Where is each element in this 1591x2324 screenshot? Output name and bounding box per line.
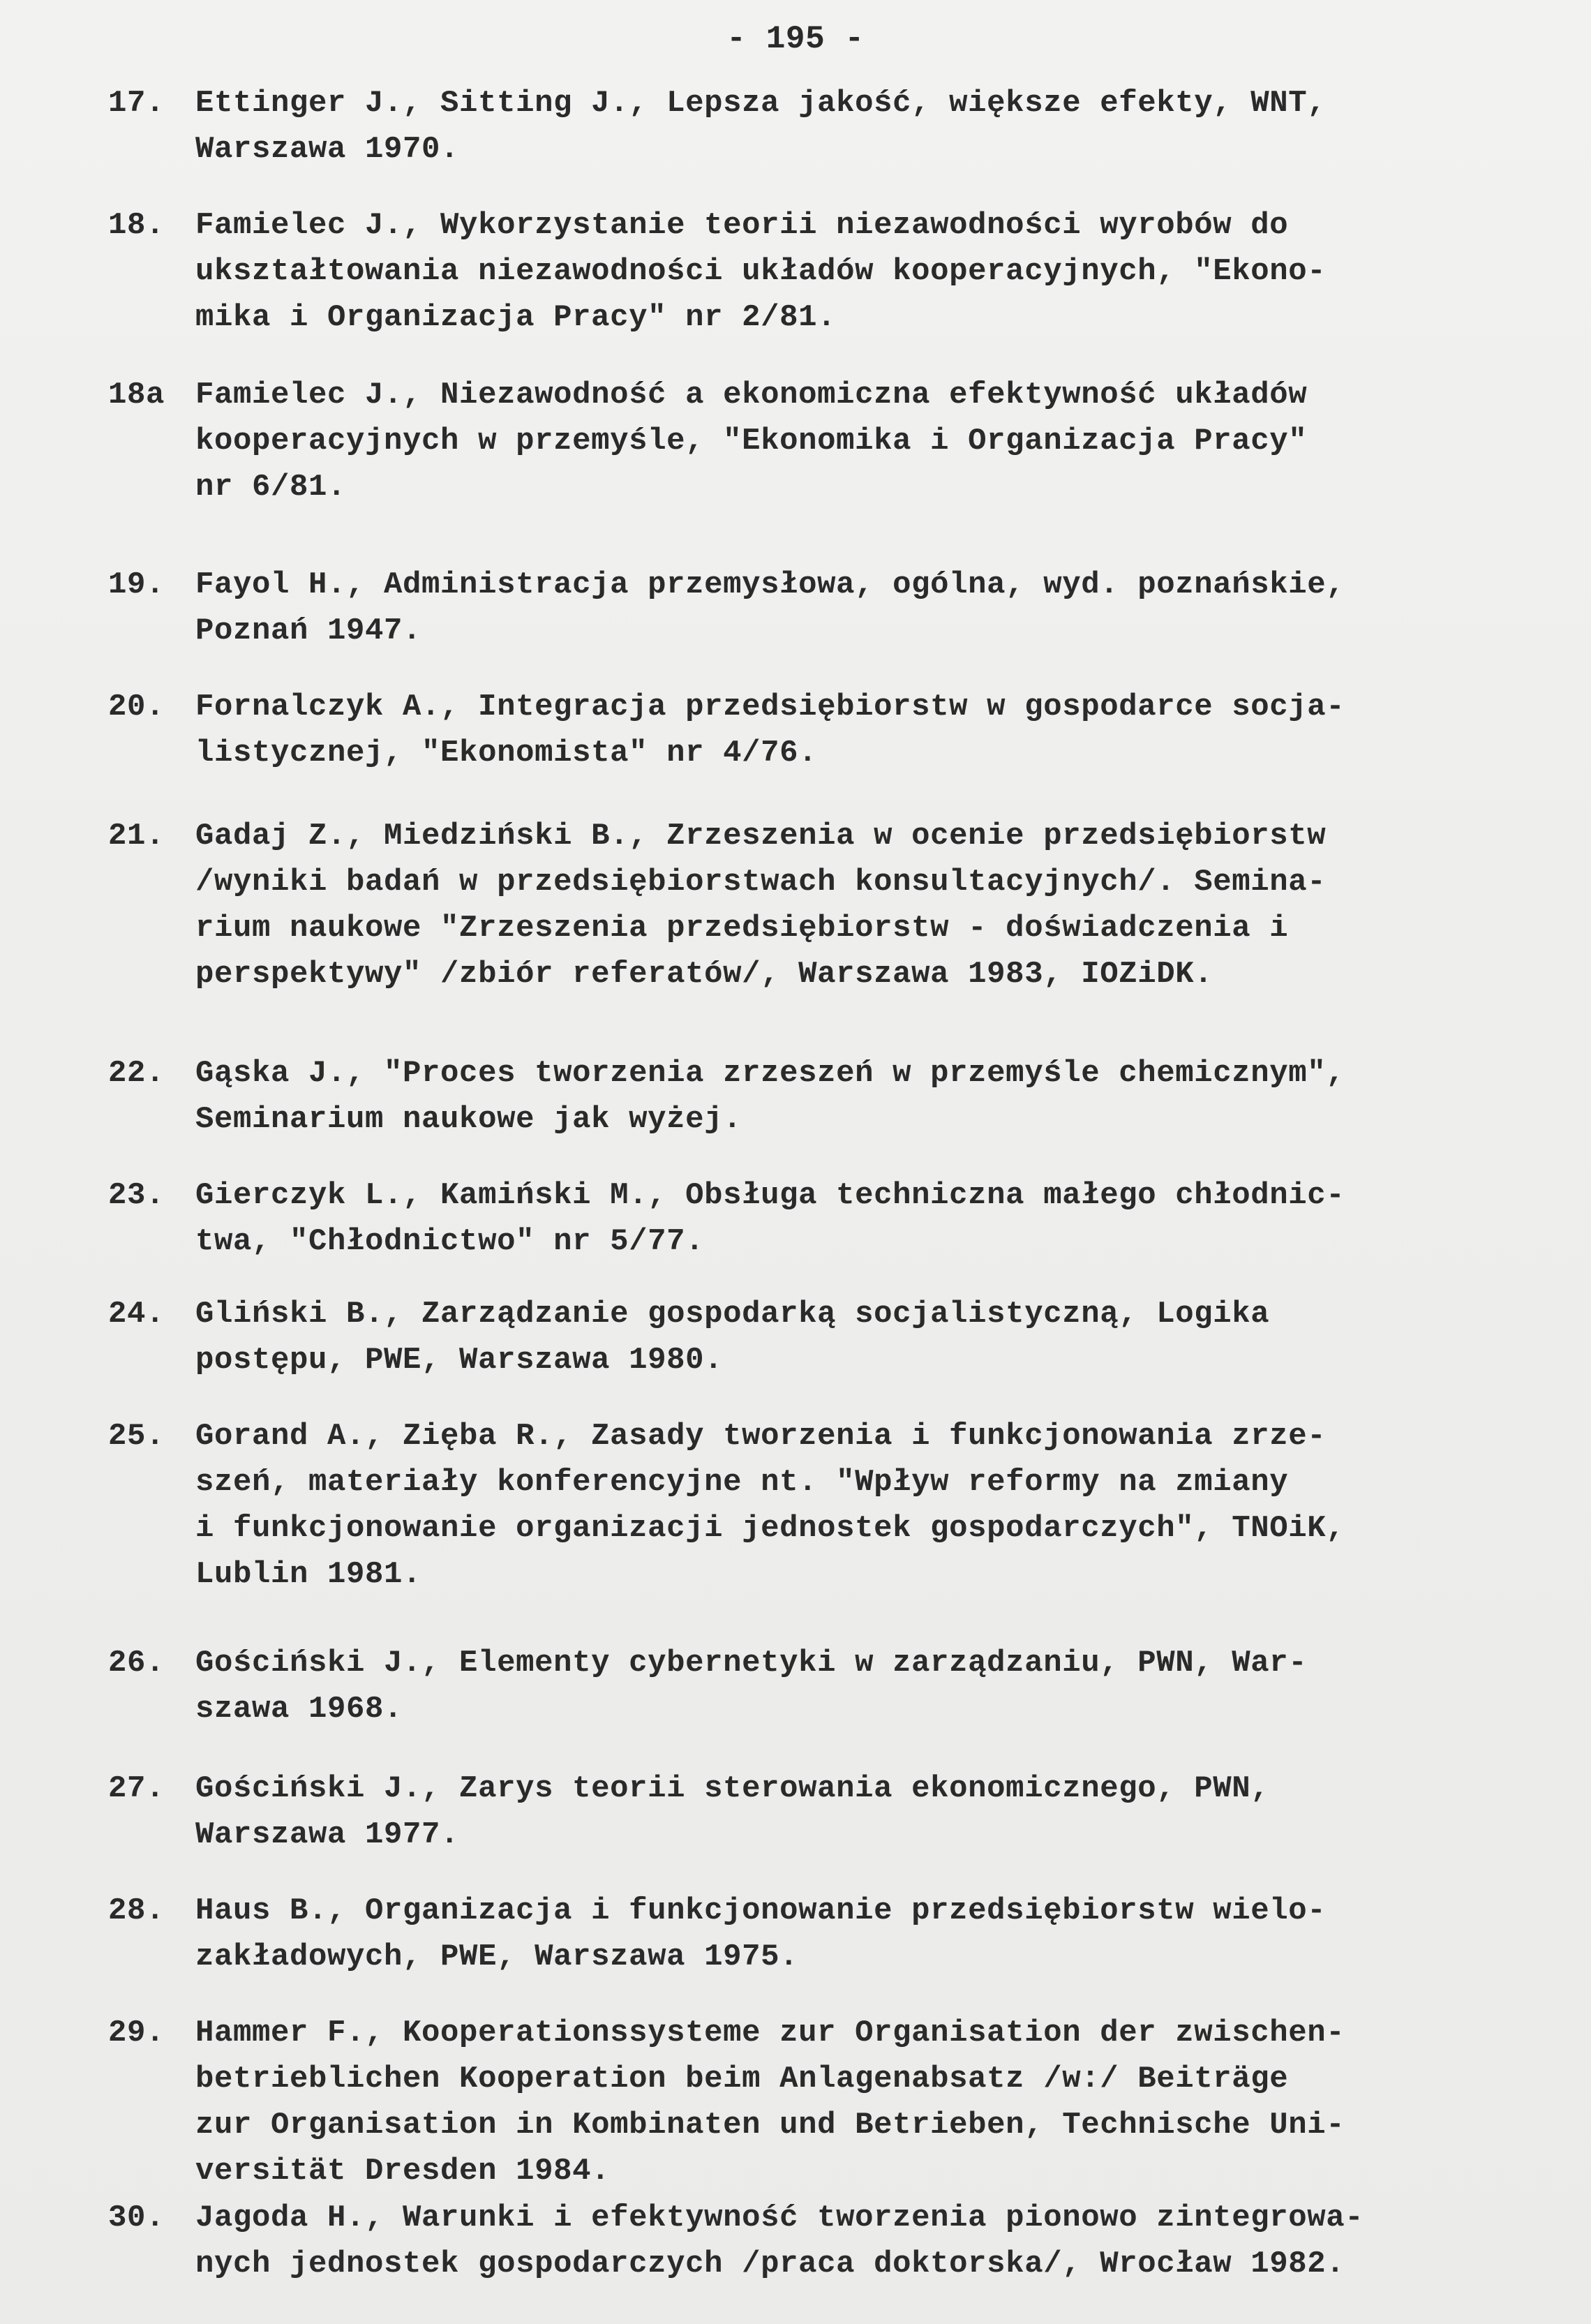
bibliography-entry-23: [108, 1172, 1560, 1265]
entry-text: Famielec J., Wykorzystanie teorii niezawodności wyrobów do ukształtowania niezawodności układów kooperacyjnych, "Ekono- mika i Organizacja Pracy" nr 2/81.: [195, 208, 1327, 335]
entry-number: 26.: [108, 1646, 165, 1681]
entry-text: Gadaj Z., Miedziński B., Zrzeszenia w ocenie przedsiębiorstw /wyniki badań w przedsiębiorstwach konsultacyjnych/. Semina- rium naukowe "Zrzeszenia przedsiębiorstw - doświadczenia i perspektywy" /zbiór referatów/, Warszawa 1983, IOZiDK.: [195, 819, 1327, 992]
entry-text: Fayol H., Administracja przemysłowa, ogólna, wyd. poznańskie, Poznań 1947.: [195, 567, 1345, 648]
page-number: - 195 -: [726, 21, 865, 57]
entry-text: Gliński B., Zarządzanie gospodarką socjalistyczną, Logika postępu, PWE, Warszawa 1980.: [195, 1297, 1270, 1378]
entry-number: 21.: [108, 819, 165, 854]
entry-number: 28.: [108, 1893, 165, 1928]
bibliography-entry-29: [108, 2010, 1560, 2194]
entry-number: 22.: [108, 1056, 165, 1091]
bibliography-entry-30: [108, 2195, 1560, 2287]
entry-number: 25.: [108, 1419, 165, 1454]
entry-text: Haus B., Organizacja i funkcjonowanie przedsiębiorstw wielo- zakładowych, PWE, Warszawa 1975.: [195, 1893, 1327, 1974]
bibliography-entry-17: [108, 80, 1560, 172]
bibliography-entry-25: [108, 1413, 1560, 1597]
entry-number: 18.: [108, 208, 165, 243]
entry-number: 27.: [108, 1771, 165, 1806]
bibliography-entry-28: [108, 1888, 1560, 1980]
bibliography-entry-22: [108, 1050, 1560, 1142]
entry-text: Gościński J., Elementy cybernetyki w zarządzaniu, PWN, War- szawa 1968.: [195, 1646, 1308, 1727]
bibliography-entry-18: [108, 202, 1560, 341]
entry-number: 30.: [108, 2200, 165, 2235]
bibliography-entry-19: [108, 562, 1560, 654]
entry-text: Ettinger J., Sitting J., Lepsza jakość, większe efekty, WNT, Warszawa 1970.: [195, 86, 1327, 167]
entry-number: 24.: [108, 1297, 165, 1332]
entry-text: Gorand A., Zięba R., Zasady tworzenia i funkcjonowania zrze- szeń, materiały konferencyjne nt. "Wpływ reformy na zmiany i funkcjonowanie organizacji jednostek gospodarczych", TNOiK, Lublin 1981.: [195, 1419, 1345, 1592]
entry-text: Gościński J., Zarys teorii sterowania ekonomicznego, PWN, Warszawa 1977.: [195, 1771, 1270, 1852]
bibliography-entry-20: [108, 684, 1560, 776]
entry-number: 29.: [108, 2016, 165, 2050]
bibliography-entry-21: [108, 813, 1560, 997]
entry-number: 18a: [108, 378, 165, 412]
entry-text: Fornalczyk A., Integracja przedsiębiorstw w gospodarce socja- listycznej, "Ekonomista" nr 4/76.: [195, 690, 1345, 770]
bibliography-entry-18a: [108, 372, 1560, 510]
entry-text: Gąska J., "Proces tworzenia zrzeszeń w przemyśle chemicznym", Seminarium naukowe jak wyżej.: [195, 1056, 1345, 1137]
entry-text: Gierczyk L., Kamiński M., Obsługa techniczna małego chłodnic- twa, "Chłodnictwo" nr 5/77.: [195, 1178, 1345, 1259]
entry-number: 19.: [108, 567, 165, 602]
entry-text: Jagoda H., Warunki i efektywność tworzenia pionowo zintegrowa- nych jednostek gospodarczych /praca doktorska/, Wrocław 1982.: [195, 2200, 1364, 2281]
bibliography-entry-26: [108, 1640, 1560, 1732]
bibliography-entry-24: [108, 1291, 1560, 1383]
entry-number: 17.: [108, 86, 165, 121]
bibliography-entry-27: [108, 1766, 1560, 1858]
entry-text: Hammer F., Kooperationssysteme zur Organisation der zwischen- betrieblichen Kooperation beim Anlagenabsatz /w:/ Beiträge zur Organisation in Kombinaten und Betrieben, Technische Uni- versität Dresden 1984.: [195, 2016, 1345, 2189]
entry-text: Famielec J., Niezawodność a ekonomiczna efektywność układów kooperacyjnych w przemyśle, "Ekonomika i Organizacja Pracy" nr 6/81.: [195, 378, 1308, 505]
entry-number: 23.: [108, 1178, 165, 1213]
entry-number: 20.: [108, 690, 165, 724]
